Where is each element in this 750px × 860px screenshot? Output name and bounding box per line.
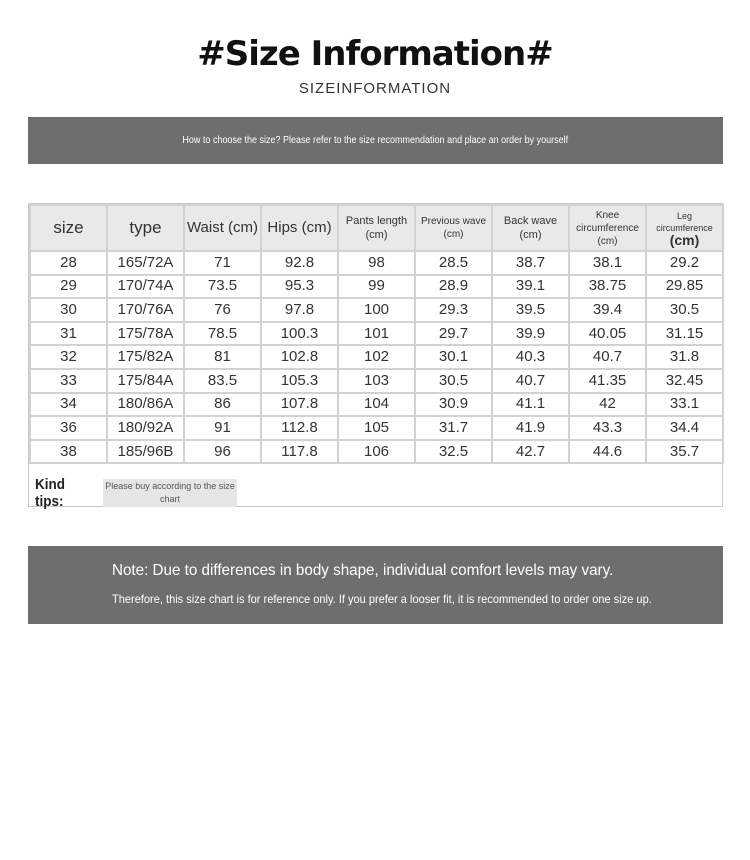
table-cell: 30.5: [646, 298, 723, 322]
table-cell: 34: [30, 393, 107, 417]
table-cell: 33.1: [646, 393, 723, 417]
size-guide-banner: [28, 117, 723, 164]
table-cell: 102: [338, 345, 415, 369]
table-cell: 41.1: [492, 393, 569, 417]
table-cell: 29.7: [415, 322, 492, 346]
table-row: [30, 298, 723, 322]
table-cell: 33: [30, 369, 107, 393]
table-cell: 28: [30, 251, 107, 275]
table-cell: 78.5: [184, 322, 261, 346]
table-row: [30, 322, 723, 346]
table-cell: 38.1: [569, 251, 646, 275]
table-cell: 39.9: [492, 322, 569, 346]
table-cell: 40.7: [569, 345, 646, 369]
table-cell: 175/84A: [107, 369, 184, 393]
table-cell: 39.4: [569, 298, 646, 322]
table-cell: 35.7: [646, 440, 723, 464]
table-cell: 31: [30, 322, 107, 346]
table-cell: 92.8: [261, 251, 338, 275]
table-cell: 29.2: [646, 251, 723, 275]
table-cell: 32.45: [646, 369, 723, 393]
table-cell: 31.7: [415, 416, 492, 440]
table-cell: 185/96B: [107, 440, 184, 464]
table-cell: 29: [30, 275, 107, 299]
table-cell: 32.5: [415, 440, 492, 464]
table-cell: 29.85: [646, 275, 723, 299]
table-cell: 165/72A: [107, 251, 184, 275]
table-cell: 180/86A: [107, 393, 184, 417]
table-cell: 30.1: [415, 345, 492, 369]
table-cell: 38.75: [569, 275, 646, 299]
table-cell: 180/92A: [107, 416, 184, 440]
table-cell: 97.8: [261, 298, 338, 322]
table-cell: 34.4: [646, 416, 723, 440]
table-cell: 41.35: [569, 369, 646, 393]
table-cell: 36: [30, 416, 107, 440]
tips-label: Kind tips:: [35, 476, 65, 510]
table-cell: 41.9: [492, 416, 569, 440]
table-cell: 81: [184, 345, 261, 369]
table-cell: 40.7: [492, 369, 569, 393]
table-cell: 170/76A: [107, 298, 184, 322]
table-cell: 28.5: [415, 251, 492, 275]
table-cell: 112.8: [261, 416, 338, 440]
table-row: [30, 440, 723, 464]
table-cell: 96: [184, 440, 261, 464]
banner-text: How to choose the size? Please refer to the size recommendation and place an order by yourself: [182, 135, 569, 146]
table-cell: 107.8: [261, 393, 338, 417]
table-cell: 98: [338, 251, 415, 275]
header-hips: Hips (cm): [261, 205, 338, 251]
table-cell: 71: [184, 251, 261, 275]
table-cell: 30.5: [415, 369, 492, 393]
table-cell: 106: [338, 440, 415, 464]
kind-tips: [29, 476, 722, 510]
table-cell: 95.3: [261, 275, 338, 299]
header-leg: Leg circumference (cm): [646, 205, 723, 251]
table-cell: 91: [184, 416, 261, 440]
table-cell: 28.9: [415, 275, 492, 299]
table-cell: 30: [30, 298, 107, 322]
note-line-1: Note: Due to differences in body shape, individual comfort levels may vary.: [112, 562, 614, 579]
note-line-2: Therefore, this size chart is for reference only. If you prefer a looser fit, it is recommended to order one size up.: [112, 592, 652, 606]
table-cell: 38.7: [492, 251, 569, 275]
table-cell: 100: [338, 298, 415, 322]
table-cell: 40.05: [569, 322, 646, 346]
table-cell: 43.3: [569, 416, 646, 440]
table-cell: 42.7: [492, 440, 569, 464]
table-cell: 42: [569, 393, 646, 417]
table-cell: 175/78A: [107, 322, 184, 346]
table-cell: 83.5: [184, 369, 261, 393]
table-cell: 39.5: [492, 298, 569, 322]
header-back-wave: Back wave (cm): [492, 205, 569, 251]
table-row: [30, 275, 723, 299]
header-previous-wave: Previous wave (cm): [415, 205, 492, 251]
table-cell: 99: [338, 275, 415, 299]
table-cell: 31.8: [646, 345, 723, 369]
table-cell: 170/74A: [107, 275, 184, 299]
size-table: [29, 204, 724, 464]
table-row: [30, 251, 723, 275]
table-cell: 175/82A: [107, 345, 184, 369]
table-cell: 101: [338, 322, 415, 346]
table-cell: 31.15: [646, 322, 723, 346]
table-cell: 76: [184, 298, 261, 322]
table-cell: 86: [184, 393, 261, 417]
table-cell: 117.8: [261, 440, 338, 464]
table-cell: 38: [30, 440, 107, 464]
table-cell: 105.3: [261, 369, 338, 393]
header-size: size: [30, 205, 107, 251]
header-pants-length: Pants length (cm): [338, 205, 415, 251]
table-body: [30, 251, 723, 463]
table-row: [30, 393, 723, 417]
header-waist: Waist (cm): [184, 205, 261, 251]
table-cell: 40.3: [492, 345, 569, 369]
tips-text: Please buy according to the size chart: [103, 479, 237, 507]
table-cell: 100.3: [261, 322, 338, 346]
table-cell: 39.1: [492, 275, 569, 299]
table-cell: 30.9: [415, 393, 492, 417]
table-row: [30, 345, 723, 369]
table-row: [30, 369, 723, 393]
table-cell: 105: [338, 416, 415, 440]
table-header-row: [30, 205, 723, 251]
header-knee: Knee circumference (cm): [569, 205, 646, 251]
table-cell: 103: [338, 369, 415, 393]
table-cell: 32: [30, 345, 107, 369]
table-cell: 29.3: [415, 298, 492, 322]
table-row: [30, 416, 723, 440]
note-box: [28, 546, 723, 624]
header-type: type: [107, 205, 184, 251]
table-cell: 44.6: [569, 440, 646, 464]
page-title: #Size Information#: [197, 34, 553, 74]
page-subtitle: SIZEINFORMATION: [298, 80, 452, 97]
table-cell: 102.8: [261, 345, 338, 369]
table-cell: 73.5: [184, 275, 261, 299]
table-cell: 104: [338, 393, 415, 417]
size-chart: [28, 203, 723, 510]
